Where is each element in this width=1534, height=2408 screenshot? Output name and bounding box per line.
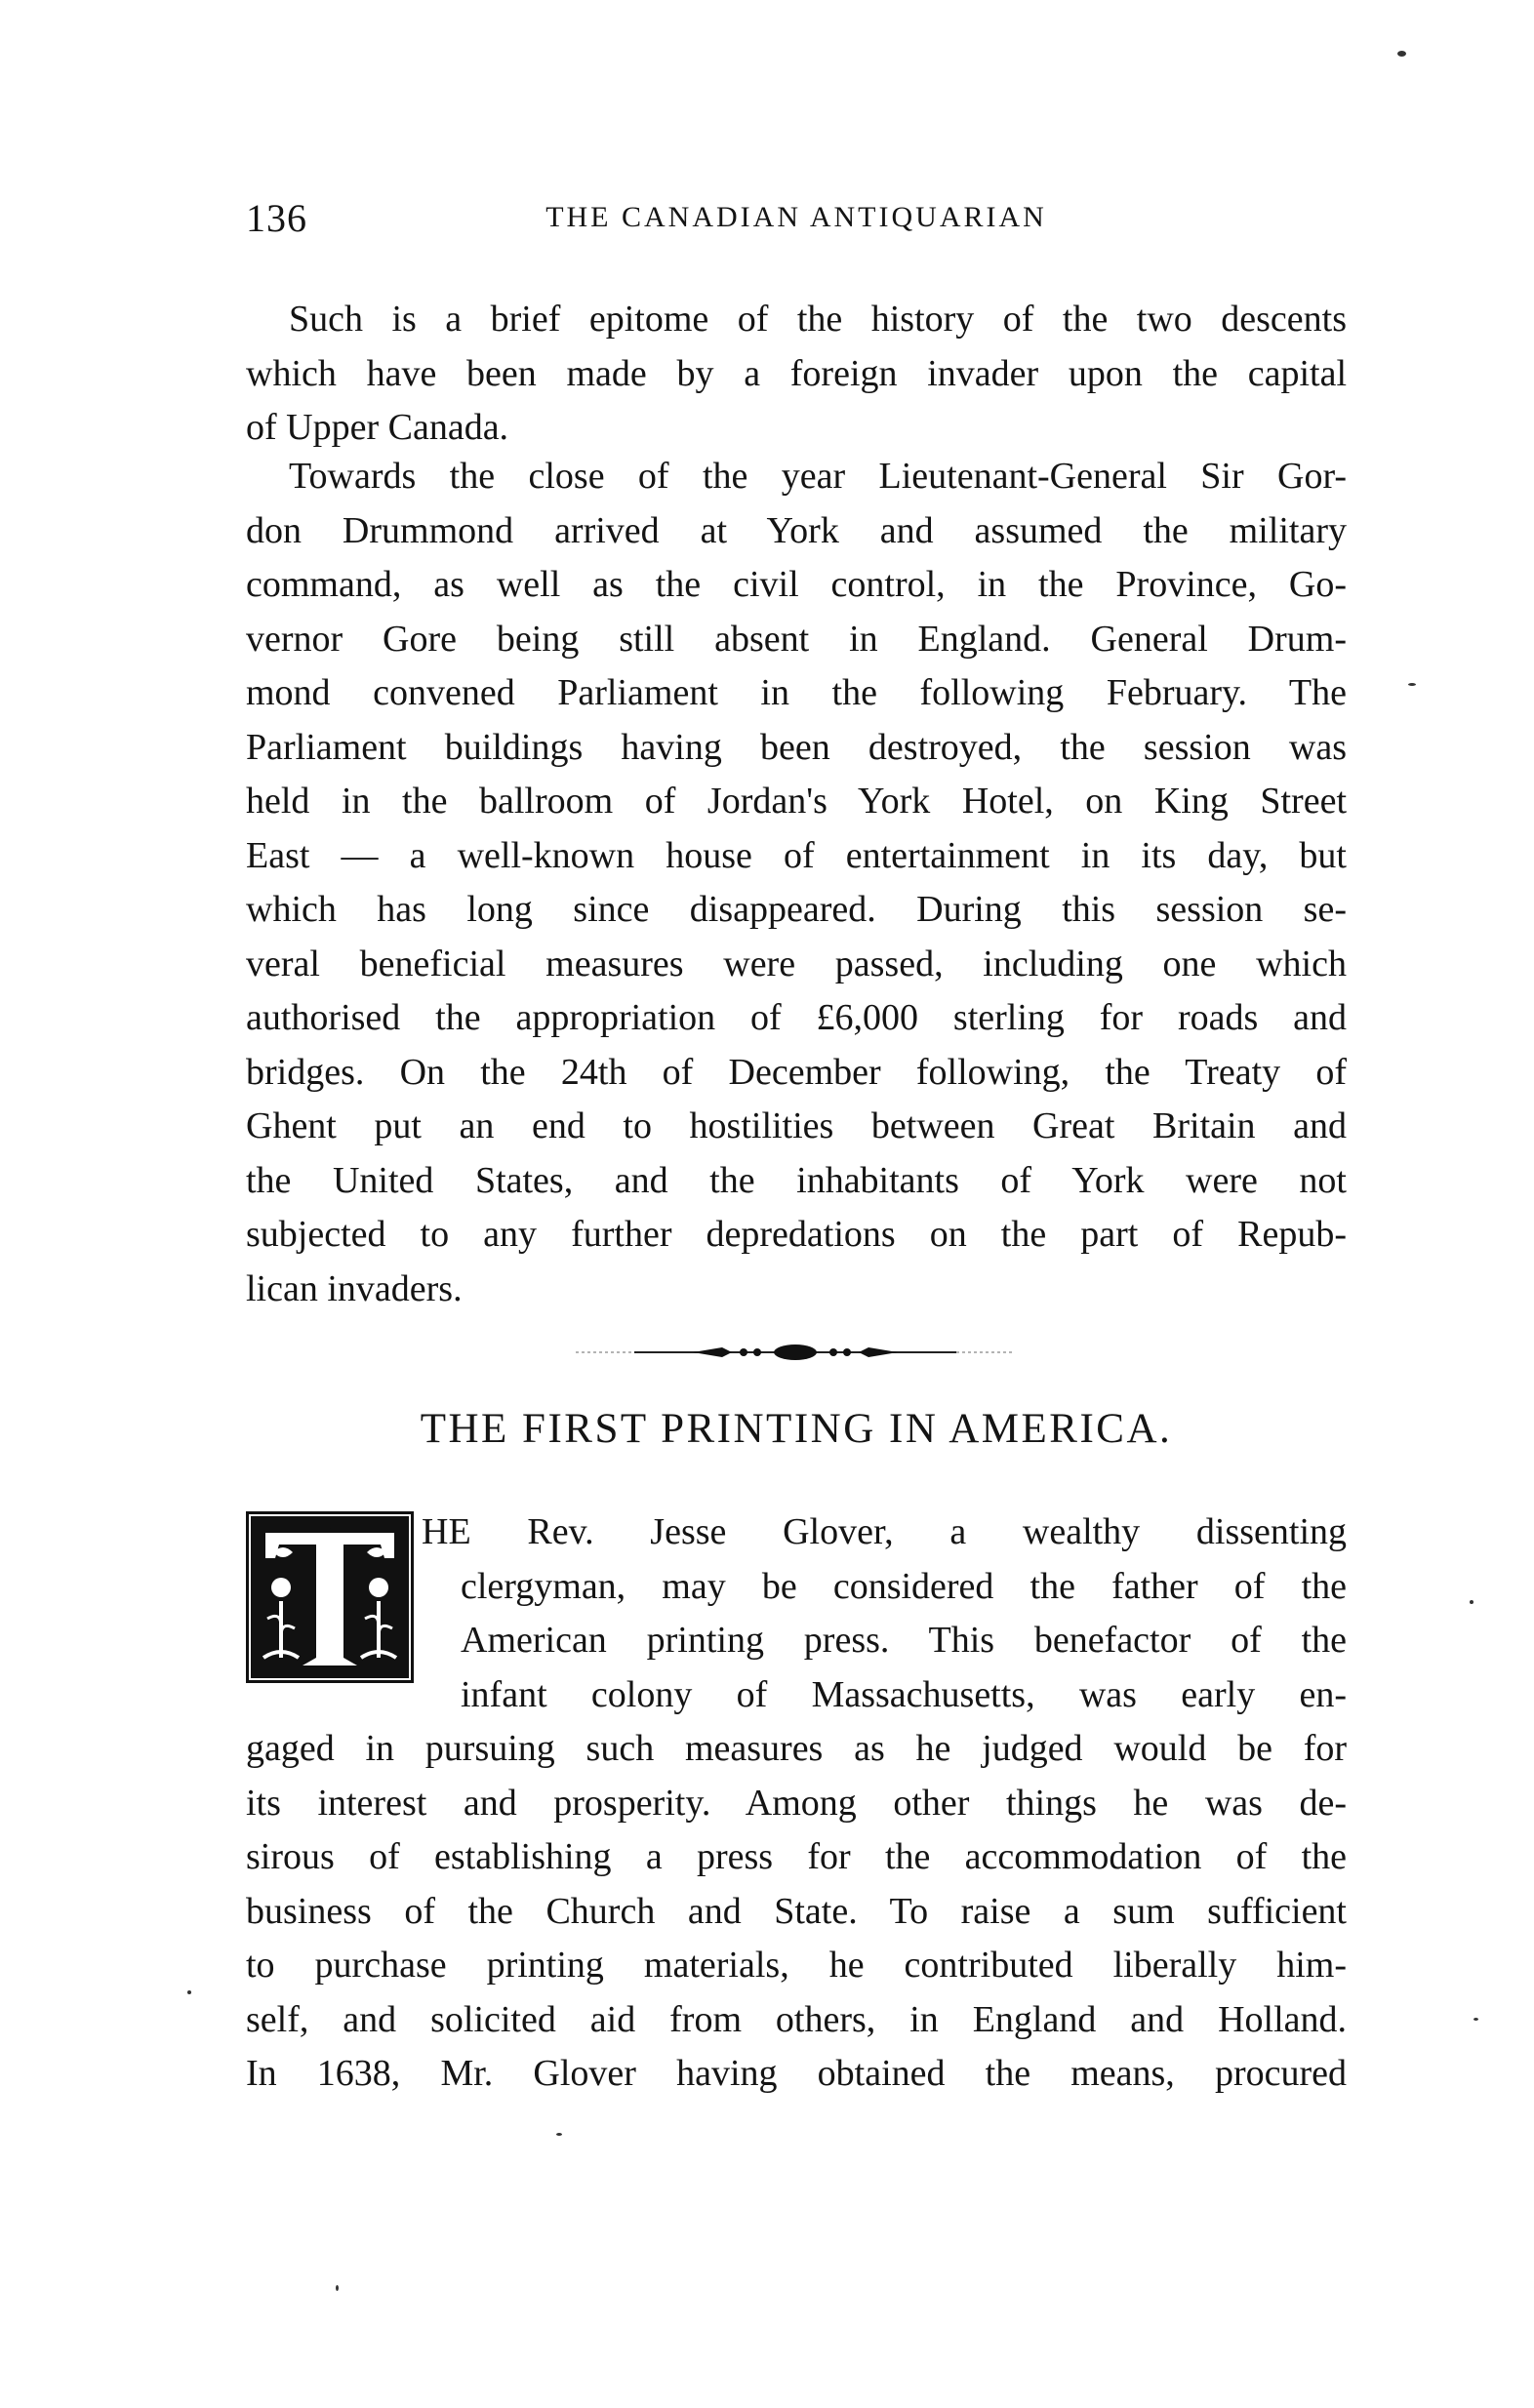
- section-title: THE FIRST PRINTING IN AMERICA.: [420, 1406, 1173, 1452]
- ink-speck: [187, 1990, 191, 1994]
- paragraph-epitome: [246, 293, 1347, 456]
- text-line: mond convened Parliament in the following February. The: [246, 672, 1347, 713]
- running-head: THE CANADIAN ANTIQUARIAN: [545, 201, 1047, 233]
- ink-speck: [1470, 1600, 1473, 1604]
- text-line: In 1638, Mr. Glover having obtained the means, procured: [246, 2053, 1347, 2094]
- text-line: Ghent put an end to hostilities between Great Britain and: [246, 1105, 1347, 1146]
- text-line: sirous of establishing a press for the accommodation of the: [246, 1836, 1347, 1877]
- ink-speck: [556, 2133, 562, 2136]
- text-line: vernor Gore being still absent in England. General Drum-: [246, 618, 1347, 660]
- text-line: of Upper Canada.: [246, 407, 509, 448]
- ink-speck: [1397, 51, 1406, 57]
- ink-speck: [336, 2285, 339, 2291]
- text-line: held in the ballroom of Jordan's York Hotel, on King Street: [246, 781, 1347, 822]
- text-line: gaged in pursuing such measures as he judged would be for: [246, 1728, 1347, 1769]
- text-line: authorised the appropriation of £6,000 sterling for roads and: [246, 997, 1347, 1038]
- text-line: self, and solicited aid from others, in England and Holland.: [246, 1998, 1347, 2040]
- text-line: East — a well-known house of entertainment in its day, but: [246, 834, 1347, 876]
- page-number: 136: [246, 196, 307, 240]
- text-line: its interest and prosperity. Among other things he was de-: [246, 1782, 1347, 1824]
- text-line: subjected to any further depredations on the part of Repub-: [246, 1214, 1347, 1255]
- text-line: business of the Church and State. To raise a sum sufficient: [246, 1890, 1347, 1932]
- text-line: which has long since disappeared. During this session se-: [246, 889, 1347, 930]
- text-line: clergyman, may be considered the father of the: [461, 1565, 1347, 1607]
- text-line: bridges. On the 24th of December following, the Treaty of: [246, 1051, 1347, 1093]
- text-line: the United States, and the inhabitants of York were not: [246, 1159, 1347, 1201]
- text-line: infant colony of Massachusetts, was early en-: [461, 1673, 1347, 1715]
- text-line: command, as well as the civil control, in the Province, Go-: [246, 564, 1347, 605]
- text-line: to purchase printing materials, he contributed liberally him-: [246, 1945, 1347, 1986]
- text-line: American printing press. This benefactor of the: [461, 1620, 1347, 1661]
- text-line: veral beneficial measures were passed, including one which: [246, 943, 1347, 984]
- text-line: lican invaders.: [246, 1267, 463, 1309]
- paragraph-drummond: [246, 450, 1347, 1316]
- text-line: Parliament buildings having been destroyed, the session was: [246, 726, 1347, 768]
- text-line: don Drummond arrived at York and assumed the military: [246, 509, 1347, 551]
- text-line: which have been made by a foreign invader upon the capital: [246, 352, 1347, 394]
- ink-speck: [1408, 683, 1416, 686]
- text-line: HE Rev. Jesse Glover, a wealthy dissenting: [422, 1511, 1347, 1552]
- text-line: Such is a brief epitome of the history of the two descents: [289, 299, 1347, 340]
- text-line: Towards the close of the year Lieutenant-General Sir Gor-: [289, 456, 1347, 497]
- section-divider-ornament: [576, 1333, 1015, 1372]
- ink-speck: [1473, 2018, 1478, 2021]
- page-header: [246, 195, 1347, 254]
- drop-cap-letter: T: [330, 1529, 331, 1530]
- paragraph-first-printing: [246, 1505, 1347, 2102]
